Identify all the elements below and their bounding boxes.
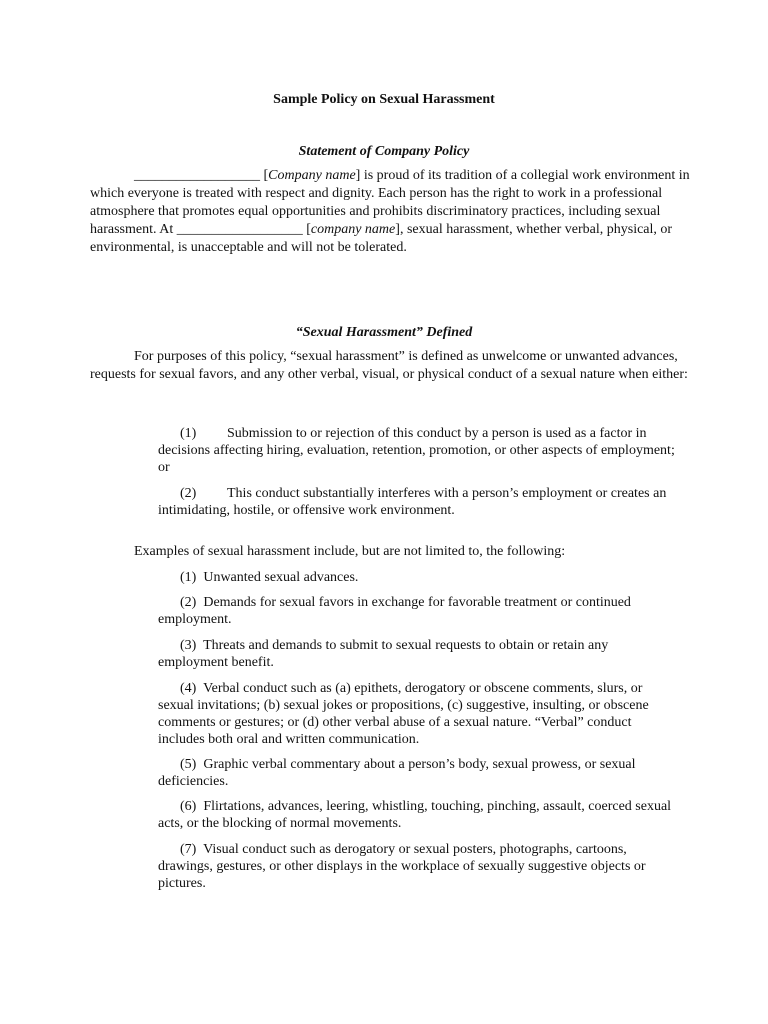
company-name-blank: __________________ [134, 168, 260, 183]
example-item [158, 798, 678, 832]
example-item [158, 680, 678, 748]
example-text: Unwanted sexual advances. [203, 570, 359, 585]
company-name-placeholder: Company name [268, 168, 356, 183]
example-item [158, 756, 678, 790]
example-text: Threats and demands to submit to sexual requests to obtain or retain any employment benefit. [158, 638, 609, 670]
list-item-text: This conduct substantially interferes with a person’s employment or creates an intimidating, hostile, or offensive work environment. [158, 486, 667, 518]
company-name-placeholder-2: company name [310, 222, 396, 237]
example-number: (1) [180, 570, 197, 585]
examples-intro: Examples of sexual harassment include, but are not limited to, the following: [134, 544, 566, 559]
list-item-text: Submission to or rejection of this conduct by a person is used as a factor in decisions affecting hiring, evaluation, retention, promotion, or other aspects of employment; or [158, 426, 675, 475]
list-item-number: (1) [180, 426, 197, 441]
example-number: (5) [180, 757, 197, 772]
example-text: Verbal conduct such as (a) epithets, derogatory or obscene comments, slurs, or sexual invitations; (b) sexual jokes or propositions, (c) suggestive, insulting, or obscene comments or gestures; or (d) other verbal abuse of a sexual nature. “Verbal” conduct includes both oral and written communication. [158, 681, 649, 747]
example-item [158, 637, 678, 671]
defined-intro-paragraph [90, 348, 690, 384]
defined-list-item [158, 425, 678, 476]
example-item [158, 569, 678, 586]
example-item [158, 594, 678, 628]
document-title: Sample Policy on Sexual Harassment [273, 92, 495, 107]
example-number: (3) [180, 638, 197, 653]
example-number: (6) [180, 799, 197, 814]
example-number: (4) [180, 681, 197, 696]
example-text: Graphic verbal commentary about a person’s body, sexual prowess, or sexual deficiencies. [158, 757, 636, 789]
policy-text-a: is proud of its tradition of a collegial work environment in which everyone is treated with respect and dignity. Each person has the right to work in a professional atmosphere that promotes equal opportunities and prohibits discriminatory practices, including sexual harassment. At [90, 168, 690, 237]
section-heading-policy: Statement of Company Policy [298, 144, 470, 159]
defined-intro-text: For purposes of this policy, “sexual harassment” is defined as unwelcome or unwanted advances, requests for sexual favors, and any other verbal, visual, or physical conduct of a sexual nature when either: [90, 349, 688, 382]
example-number: (7) [180, 842, 197, 857]
defined-list-item [158, 485, 678, 519]
example-text: Flirtations, advances, leering, whistling, touching, pinching, assault, coerced sexual acts, or the blocking of normal movements. [158, 799, 672, 831]
company-name-blank-2: __________________ [176, 222, 303, 237]
example-item [158, 841, 678, 892]
example-number: (2) [180, 595, 197, 610]
policy-text-b: , sexual harassment, whether verbal, physical, or environmental, is unacceptable and will not be tolerated. [90, 222, 673, 255]
policy-paragraph: __________________ [Company name] is proud of its tradition of a collegial work environment in which everyone is treated with respect and dignity. Each person has the right to work in a professional atmosphere that promotes equal opportunities and prohibits discriminatory practices, including sexual harassment. At __________________ [company name], sexual harassment, whether verbal, physical, or environmental, is unacceptable and will not be tolerated. [90, 168, 690, 255]
example-text: Visual conduct such as derogatory or sexual posters, photographs, cartoons, drawings, gestures, or other displays in the workplace of sexually suggestive objects or pictures. [158, 842, 646, 891]
section-heading-defined: “Sexual Harassment” Defined [295, 325, 473, 340]
example-text: Demands for sexual favors in exchange for favorable treatment or continued employment. [158, 595, 631, 627]
list-item-number: (2) [180, 486, 197, 501]
